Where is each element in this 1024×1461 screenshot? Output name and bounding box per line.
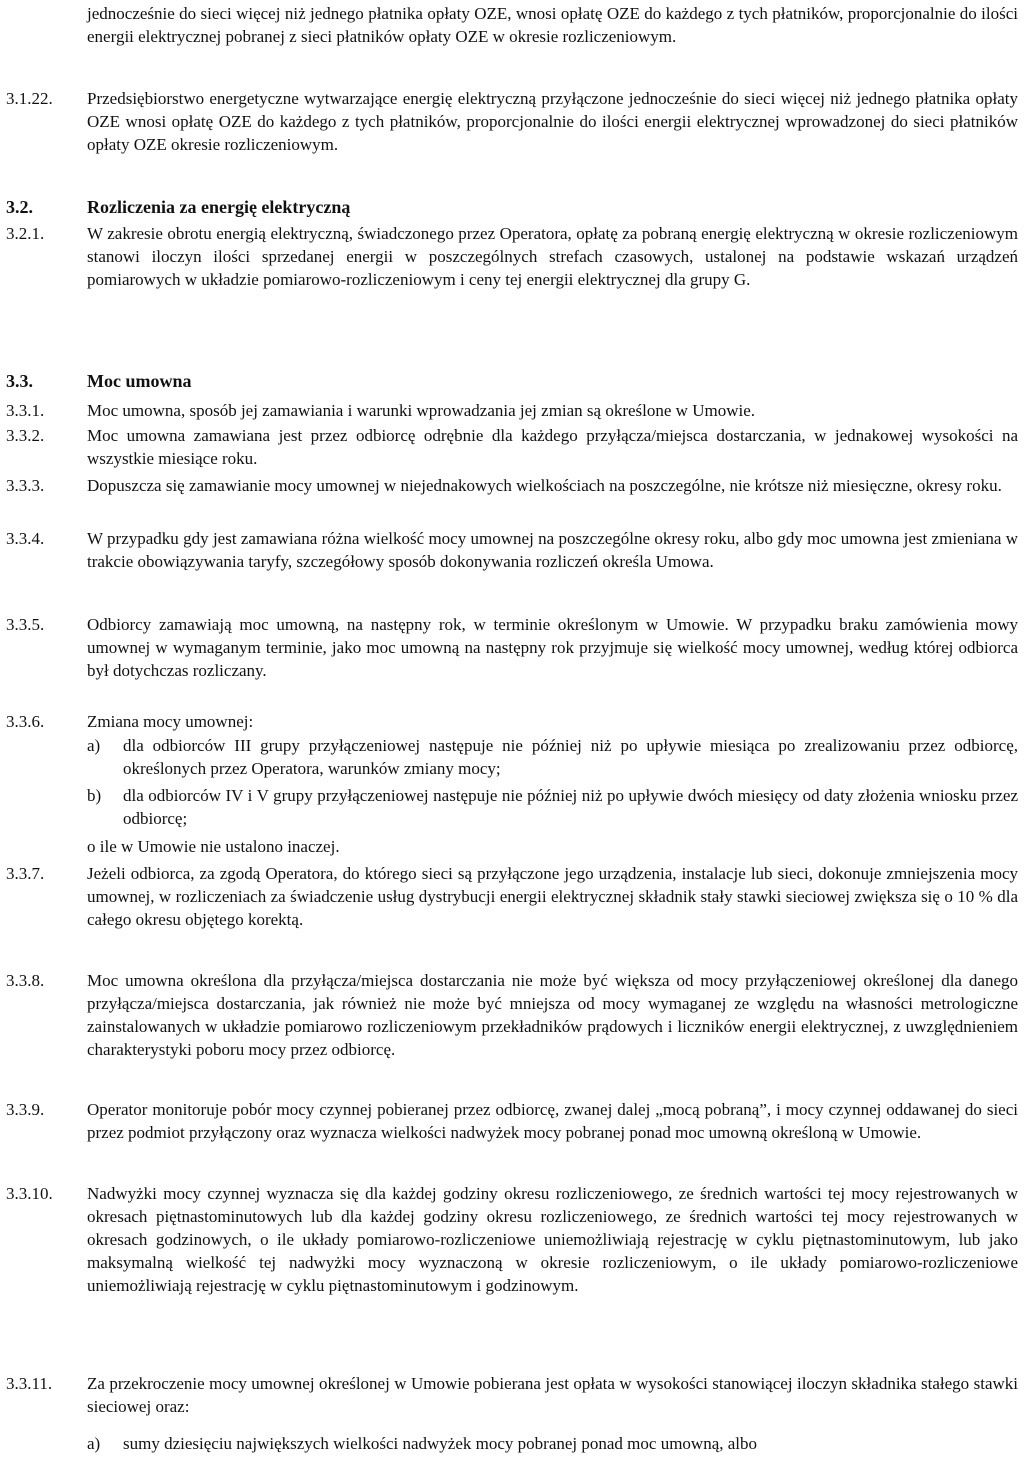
paragraph-text: Nadwyżki mocy czynnej wyznacza się dla każdej godziny okresu rozliczeniowego, ze średnich wartości tej mocy rejestrowanych w okresach piętnastominutowych lub dla każdej godziny okresu rozliczeniowego, ze średnich wartości tej mocy rejestrowanych w okresach godzinowych, o ile układy pomiarowo-rozliczeniowe uniemożliwiają rejestrację w cyklu piętnastominutowym, lub jako maksymalną wielkość tej nadwyżki mocy wyznaczoną w okresie rozliczeniowym, o ile układy pomiarowo-rozliczeniowe uniemożliwiają rejestrację w cyklu piętnastominutowym i godzinowym. bbox=[87, 1184, 1018, 1295]
paragraph-number: 3.3.7. bbox=[6, 864, 45, 883]
paragraph-text: W zakresie obrotu energią elektryczną, świadczonego przez Operatora, opłatę za pobraną energię elektryczną w okresie rozliczeniowym stanowi iloczyn ilości sprzedanej energii w poszczególnych strefach czasowych, ustalonej na podstawie wskazań urządzeń pomiarowych w układzie pomiarowo-rozliczeniowym i ceny tej energii elektrycznej dla grupy G. bbox=[87, 224, 1018, 289]
list-item-text: sumy dziesięciu największych wielkości nadwyżek mocy pobranej ponad moc umowną, albo bbox=[123, 1434, 758, 1453]
paragraph-text: Moc umowna, sposób jej zamawiania i warunki wprowadzania jej zmian są określone w Umowie. bbox=[87, 401, 756, 420]
paragraph-text: Jeżeli odbiorca, za zgodą Operatora, do którego sieci są przyłączone jego urządzenia, instalacje lub sieci, dokonuje zmniejszenia mocy umownej, w rozliczeniach za świadczenie usług dystrybucji energii elektrycznej składnik stały stawki sieciowej zwiększa się o 10 % dla całego okresu objętego korektą. bbox=[87, 864, 1018, 929]
paragraph-text: W przypadku gdy jest zamawiana różna wielkość mocy umownej na poszczególne okresy roku, albo gdy moc umowna jest zmieniana w trakcie obowiązywania taryfy, szczegółowy sposób dokonywania rozliczeń określa Umowa. bbox=[87, 529, 1018, 571]
paragraph-text: Operator monitoruje pobór mocy czynnej pobieranej przez odbiorcę, zwanej dalej „mocą pobraną”, i mocy czynnej oddawanej do sieci przez podmiot przyłączony oraz wyznacza wielkości nadwyżek mocy pobranej ponad moc umowną określoną w Umowie. bbox=[87, 1100, 1018, 1142]
paragraph-text: Moc umowna zamawiana jest przez odbiorcę odrębnie dla każdego przyłącza/miejsca dostarczania, w jednakowej wysokości na wszystkie miesiące roku. bbox=[87, 426, 1018, 468]
paragraph-number: 3.3.5. bbox=[6, 615, 45, 634]
section-title: Moc umowna bbox=[87, 371, 192, 391]
list-item-b bbox=[87, 784, 1018, 830]
list-item-a-final bbox=[87, 1432, 1018, 1455]
section-number: 3.2. bbox=[6, 197, 33, 217]
section-number: 3.3. bbox=[6, 371, 33, 391]
paragraph-number: 3.3.11. bbox=[6, 1374, 53, 1393]
paragraph-text: Odbiorcy zamawiają moc umowną, na następny rok, w terminie określonym w Umowie. W przypadku braku zamówienia mowy umownej w wymaganym terminie, jako moc umowną na następny rok przyjmuje się wielkość mocy umownej, według której odbiorca był dotychczas rozliczany. bbox=[87, 615, 1018, 680]
list-closing-text: o ile w Umowie nie ustalono inaczej. bbox=[87, 837, 340, 856]
paragraph-text: Za przekroczenie mocy umownej określonej w Umowie pobierana jest opłata w wysokości stanowiącej iloczyn składnika stałego stawki sieciowej oraz: bbox=[87, 1374, 1018, 1416]
list-item-a bbox=[87, 734, 1018, 780]
paragraph-number: 3.3.10. bbox=[6, 1184, 53, 1203]
section-title: Rozliczenia za energię elektryczną bbox=[87, 197, 351, 217]
list-item-label: b) bbox=[87, 786, 102, 805]
list-item-label: a) bbox=[87, 736, 101, 755]
paragraph-text: Dopuszcza się zamawianie mocy umownej w niejednakowych wielkościach na poszczególne, nie krótsze niż miesięczne, okresy roku. bbox=[87, 476, 1002, 495]
paragraph-text: jednocześnie do sieci więcej niż jednego płatnika opłaty OZE, wnosi opłatę OZE do każdego z tych płatników, proporcjonalnie do ilości energii elektrycznej pobranej z sieci płatników opłaty OZE w okresie rozliczeniowym. bbox=[87, 4, 1018, 46]
paragraph-number: 3.3.8. bbox=[6, 971, 45, 990]
list-item-label: a) bbox=[87, 1434, 101, 1453]
paragraph-number: 3.3.6. bbox=[6, 712, 45, 731]
paragraph-number: 3.3.3. bbox=[6, 476, 45, 495]
paragraph-text: Zmiana mocy umownej: bbox=[87, 712, 254, 731]
paragraph-text: Moc umowna określona dla przyłącza/miejsca dostarczania nie może być większa od mocy przyłączeniowej określonej dla danego przyłącza/miejsca dostarczania, jak również nie może być mniejsza od mocy wymaganej ze względu na własności metrologiczne zainstalowanych w układzie pomiarowo rozliczeniowym przekładników prądowych i liczników energii elektrycznej, z uwzględnieniem charakterystyki poboru mocy przez odbiorcę. bbox=[87, 971, 1018, 1059]
paragraph-number: 3.3.1. bbox=[6, 401, 45, 420]
paragraph-number: 3.3.2. bbox=[6, 426, 45, 445]
paragraph-number: 3.1.22. bbox=[6, 89, 53, 108]
list-item-text: dla odbiorców IV i V grupy przyłączeniowej następuje nie później niż po upływie dwóch miesięcy od daty złożenia wniosku przez odbiorcę; bbox=[123, 786, 1018, 828]
paragraph-number: 3.3.4. bbox=[6, 529, 45, 548]
paragraph-text: Przedsiębiorstwo energetyczne wytwarzające energię elektryczną przyłączone jednocześnie do sieci więcej niż jednego płatnika opłaty OZE wnosi opłatę OZE do każdego z tych płatników, proporcjonalnie do ilości energii elektrycznej wprowadzonej do sieci płatników opłaty OZE okresie rozliczeniowym. bbox=[87, 89, 1018, 154]
list-item-text: dla odbiorców III grupy przyłączeniowej następuje nie później niż po upływie miesiąca po zrealizowaniu przez odbiorcę, określonych przez Operatora, warunków zmiany mocy; bbox=[123, 736, 1018, 778]
paragraph-number: 3.2.1. bbox=[6, 224, 45, 243]
paragraph-number: 3.3.9. bbox=[6, 1100, 45, 1119]
